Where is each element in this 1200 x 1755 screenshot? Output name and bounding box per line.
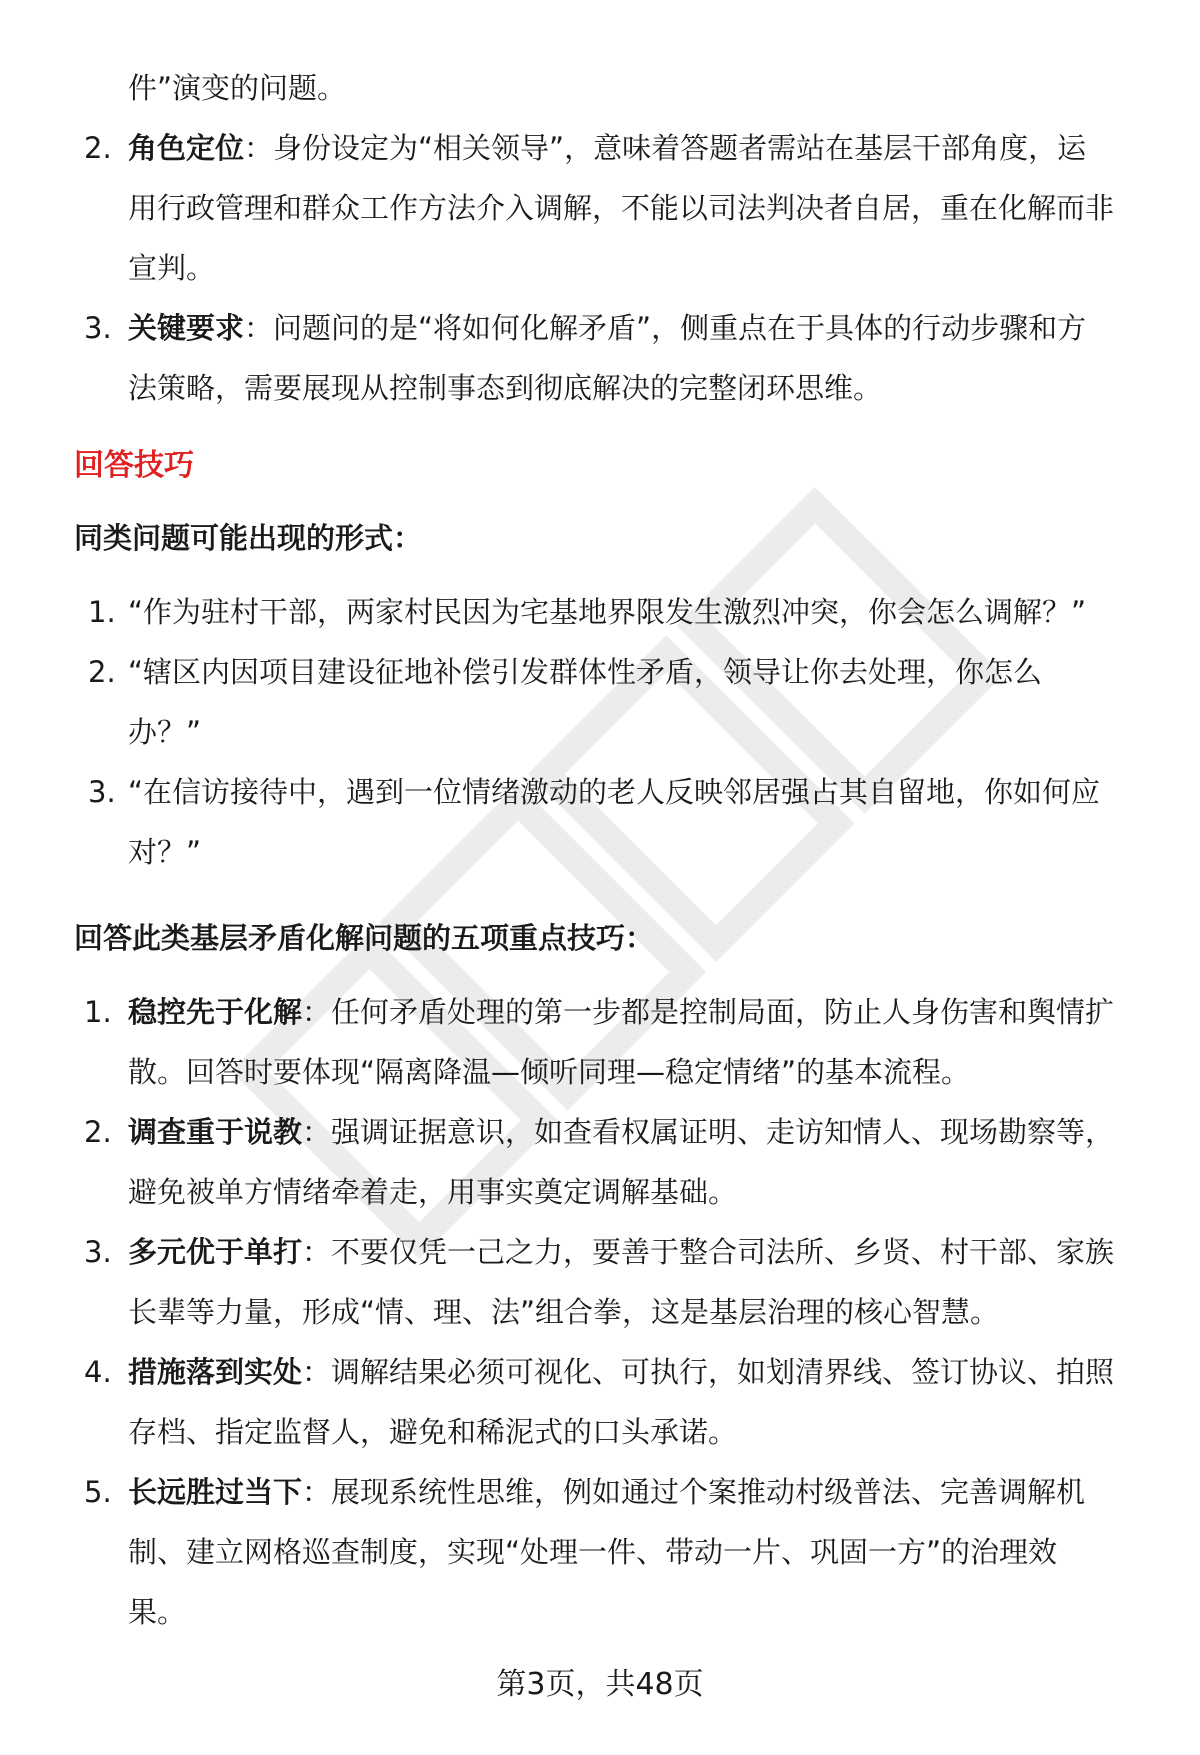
section-title: 回答技巧 (74, 448, 194, 483)
item-line: “作为驻村干部，两家村民因为宅基地界限发生激烈冲突，你会怎么调解？” (128, 595, 1087, 629)
item-line (128, 982, 1144, 1042)
item-sep: ： (302, 1115, 332, 1149)
item-line: “在信访接待中，遇到一位情绪激动的老人反映邻居强占其自留地，你如何应 (128, 775, 1101, 809)
item-line: “辖区内因项目建设征地补偿引发群体性矛盾，领导让你去处理，你怎么 (128, 655, 1043, 689)
item-term: 角色定位 (128, 131, 245, 165)
skill-item-5 (74, 1462, 1144, 1642)
item-line: 宣判。 (128, 251, 216, 285)
item-line: 对？” (128, 835, 202, 869)
item-line: 用行政管理和群众工作方法介入调解，不能以司法判决者自居，重在化解而非 (128, 191, 1115, 225)
item-line: 办？” (128, 715, 202, 749)
item-text: 调解结果必须可视化、可执行，如划清界线、签订协议、拍照 (331, 1355, 1115, 1389)
list-number: 1. (88, 595, 116, 629)
item-sep: ： (302, 1235, 332, 1269)
item-term: 关键要求 (128, 311, 245, 345)
skill-item-1 (74, 982, 1144, 1102)
list-number: 3. (84, 311, 112, 345)
skills-list (74, 982, 1144, 1642)
list-number: 2. (84, 1115, 112, 1149)
item-text: 问题问的是“将如何化解矛盾”，侧重点在于具体的行动步骤和方 (273, 311, 1087, 345)
item-term: 长远胜过当下 (128, 1475, 303, 1509)
list-number: 5. (84, 1475, 112, 1509)
skills-heading: 回答此类基层矛盾化解问题的五项重点技巧： (74, 921, 655, 955)
item-sep: ： (244, 131, 274, 165)
item-line (128, 1222, 1144, 1282)
item-line (128, 118, 1144, 178)
item-line: 制、建立网格巡查制度，实现“处理一件、带动一片、巩固一方”的治理效 (128, 1535, 1058, 1569)
item-text: 展现系统性思维，例如通过个案推动村级普法、完善调解机 (331, 1475, 1086, 1509)
item-line (128, 1342, 1144, 1402)
document-content (74, 58, 1144, 1642)
item-line: 果。 (128, 1595, 187, 1629)
item-line (128, 1462, 1144, 1522)
item-term: 多元优于单打 (128, 1235, 303, 1269)
list-number: 3. (88, 775, 116, 809)
list-number: 2. (88, 655, 116, 689)
skill-item-3 (74, 1222, 1144, 1342)
item-line (128, 1102, 1144, 1162)
item-text: 任何矛盾处理的第一步都是控制局面，防止人身伤害和舆情扩 (331, 995, 1115, 1029)
list-number: 2. (84, 131, 112, 165)
list-number: 4. (84, 1355, 112, 1389)
item-line: 长辈等力量，形成“情、理、法”组合拳，这是基层治理的核心智慧。 (128, 1295, 1000, 1329)
item-line: 法策略，需要展现从控制事态到彻底解决的完整闭环思维。 (128, 371, 883, 405)
item-line (128, 298, 1144, 358)
list-number: 3. (84, 1235, 112, 1269)
item-text: 不要仅凭一己之力，要善于整合司法所、乡贤、村干部、家族 (331, 1235, 1115, 1269)
analysis-item-2 (74, 118, 1144, 298)
item-text: 身份设定为“相关领导”，意味着答题者需站在基层干部角度，运 (273, 131, 1087, 165)
item-line: 避免被单方情绪牵着走，用事实奠定调解基础。 (128, 1175, 738, 1209)
skill-item-4 (74, 1342, 1144, 1462)
list-number: 1. (84, 995, 112, 1029)
forms-list (74, 582, 1144, 882)
page-number: 第3页，共48页 (496, 1667, 704, 1702)
analysis-list (74, 118, 1144, 418)
item-line: 散。回答时要体现“隔离降温—倾听同理—稳定情绪”的基本流程。 (128, 1055, 971, 1089)
item-sep: ： (302, 1355, 332, 1389)
item-line: 存档、指定监督人，避免和稀泥式的口头承诺。 (128, 1415, 738, 1449)
skill-item-2 (74, 1102, 1144, 1222)
item-text: 强调证据意识，如查看权属证明、走访知情人、现场勘察等， (331, 1115, 1115, 1149)
item-term: 措施落到实处 (128, 1355, 303, 1389)
continuation-text: 件”演变的问题。 (128, 71, 347, 105)
item-term: 稳控先于化解 (128, 995, 303, 1029)
form-item-2 (74, 642, 1144, 762)
analysis-item-3 (74, 298, 1144, 418)
forms-heading: 同类问题可能出现的形式： (74, 521, 423, 555)
form-item-1 (74, 582, 1144, 642)
item-term: 调查重于说教 (128, 1115, 303, 1149)
form-item-3 (74, 762, 1144, 882)
item-sep: ： (244, 311, 274, 345)
item-sep: ： (302, 1475, 332, 1509)
item-sep: ： (302, 995, 332, 1029)
